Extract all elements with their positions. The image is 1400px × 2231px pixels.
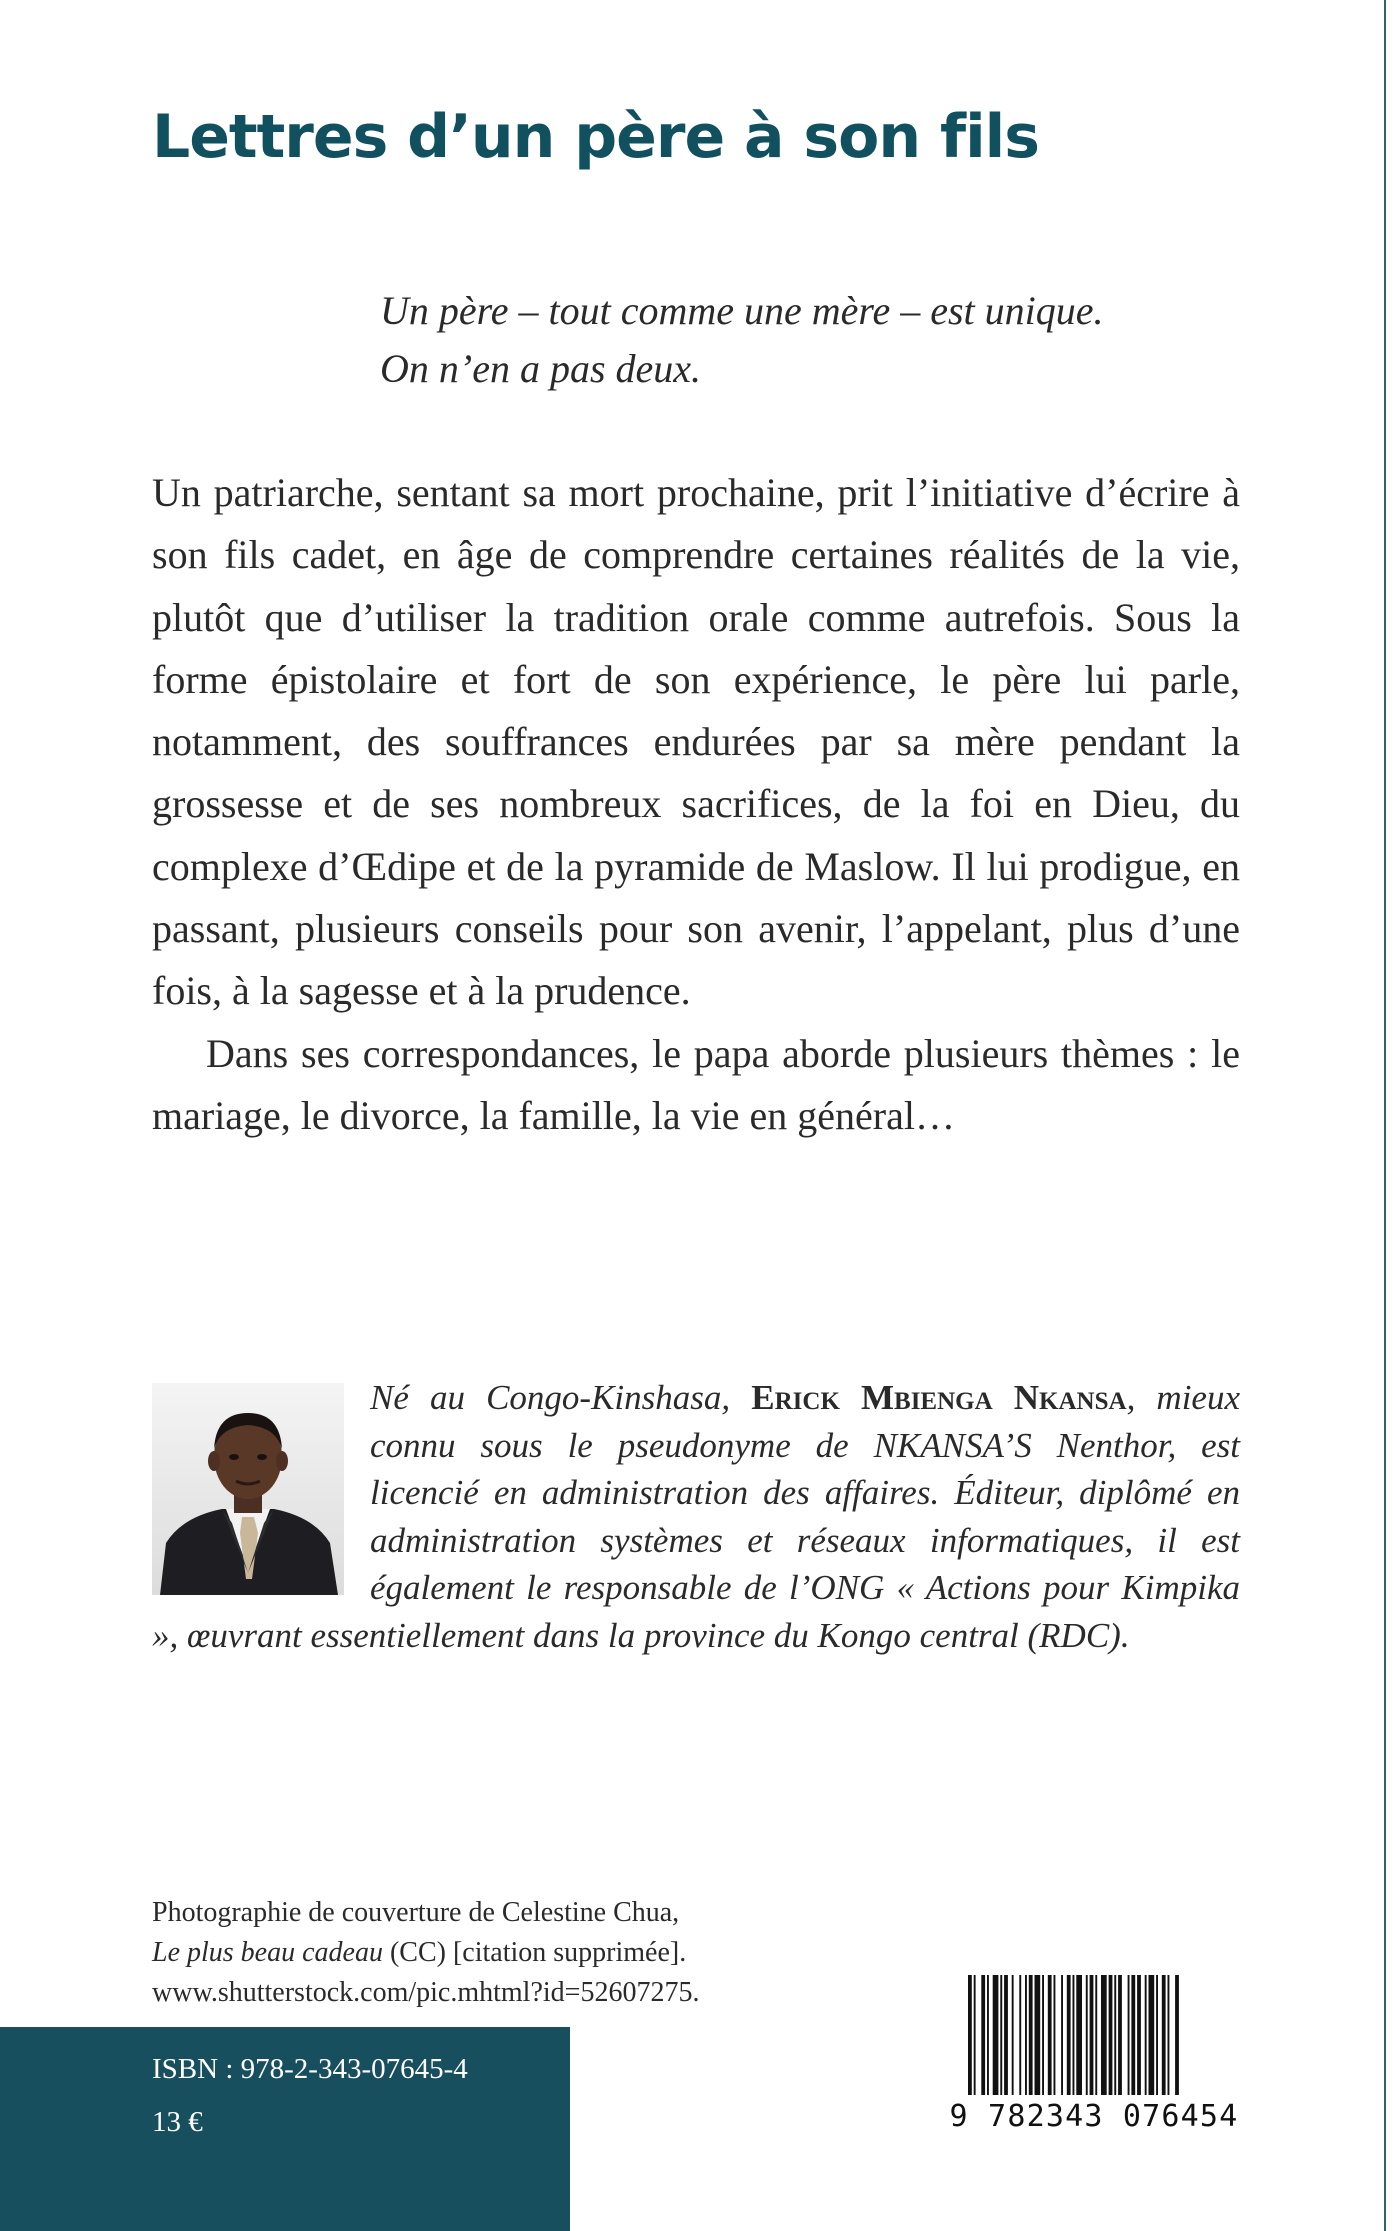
credits-line-2 — [152, 1933, 872, 1973]
summary-paragraph-2: Dans ses correspondances, le papa aborde plusieurs thèmes : le mariage, le divorce, la famille, la vie en général… — [152, 1030, 1240, 1138]
credits-line-2-rest: (CC) [citation supprimée]. — [382, 1937, 687, 1968]
summary-paragraph-1: Un patriarche, sentant sa mort prochaine, prit l’initiative d’écrire à son fils cadet, en âge de comprendre certaines réalités de la vie, plutôt que d’utiliser la tradition orale comme autrefois. Sous la forme épistolaire et fort de son expérience, le père lui parle, notamment, des souffrances endurées par sa mère pendant la grossesse et de ses nombreux sacrifices, de la foi en Dieu, du complexe d’Œdipe et de la pyramide de Maslow. Il lui prodigue, en passant, plusieurs conseils pour son avenir, l’appelant, plus d’une fois, à la sagesse et à la prudence. — [152, 470, 1240, 1014]
price: 13 € — [152, 2106, 203, 2138]
bio-intro: Né au Congo-Kinshasa, — [370, 1378, 752, 1417]
barcode-bar — [1175, 1975, 1179, 2095]
barcode-bar — [1101, 1975, 1107, 2095]
barcode-bar — [1054, 1975, 1056, 2095]
bio-rest: , mieux connu sous le pseudonyme de NKANSA’S Nenthor, est licencié en administration des affaires. Éditeur, diplômé en administration systèmes et réseaux informatiques, il est également le responsable de l’ONG « Actions pour Kimpika », œuvrant essentiellement dans la province du Kongo central (RDC). — [152, 1378, 1240, 1655]
barcode-bar — [1086, 1975, 1088, 2095]
isbn: ISBN : 978-2-343-07645-4 — [152, 2053, 468, 2085]
spine-edge — [1384, 0, 1400, 2231]
epigraph — [380, 282, 1260, 398]
barcode-bar — [981, 1975, 985, 2095]
barcode-bar — [1076, 1975, 1082, 2095]
credits-photo-title: Le plus beau cadeau — [152, 1937, 383, 1968]
barcode-bar — [1145, 1975, 1147, 2095]
barcode-bar — [1118, 1975, 1122, 2095]
barcode-bar — [1073, 1975, 1075, 2095]
barcode-bar — [1029, 1975, 1033, 2095]
barcode-bar — [1048, 1975, 1052, 2095]
barcode-bar — [1000, 1975, 1002, 2095]
barcode-bar — [1061, 1975, 1063, 2095]
barcode-bar — [1025, 1975, 1027, 2095]
author-bio — [152, 1374, 1240, 1660]
photo-credits — [152, 1893, 872, 2013]
barcode-bar — [1090, 1975, 1094, 2095]
barcode-bar — [1012, 1975, 1014, 2095]
book-title: Lettres d’un père à son fils — [152, 102, 1039, 172]
barcode-bar — [1149, 1975, 1155, 2095]
epigraph-line-1: Un père – tout comme une mère – est unique. — [380, 288, 1104, 333]
barcode-bar — [1168, 1975, 1170, 2095]
barcode-bar — [1114, 1975, 1116, 2095]
barcode-bar — [1156, 1975, 1158, 2095]
barcode-bar — [1162, 1975, 1166, 2095]
barcode-bar — [1042, 1975, 1044, 2095]
barcode-bar — [1095, 1975, 1097, 2095]
barcode-digits: 9 782343 076454 — [949, 2099, 1239, 2134]
barcode-bar — [993, 1975, 999, 2095]
barcode-bar — [1067, 1975, 1071, 2095]
author-name: Erick Mbienga Nkansa — [751, 1378, 1127, 1417]
barcode-bar — [1131, 1975, 1135, 2095]
barcode-bar — [1128, 1975, 1130, 2095]
barcode-bar — [1004, 1975, 1008, 2095]
barcode-bar — [974, 1975, 976, 2095]
barcode-bar — [987, 1975, 989, 2095]
barcode-bar — [1019, 1975, 1021, 2095]
credits-line-3: www.shutterstock.com/pic.mhtml?id=52607275. — [152, 1977, 700, 2008]
epigraph-line-2: On n’en a pas deux. — [380, 346, 702, 391]
barcode-bar — [968, 1975, 972, 2095]
barcode-bar — [1109, 1975, 1113, 2095]
barcode-bar — [1137, 1975, 1141, 2095]
barcode-bars — [964, 1975, 1236, 2095]
back-cover-summary — [152, 462, 1240, 1147]
credits-line-1: Photographie de couverture de Celestine Chua, — [152, 1897, 680, 1928]
barcode-bar — [1035, 1975, 1041, 2095]
